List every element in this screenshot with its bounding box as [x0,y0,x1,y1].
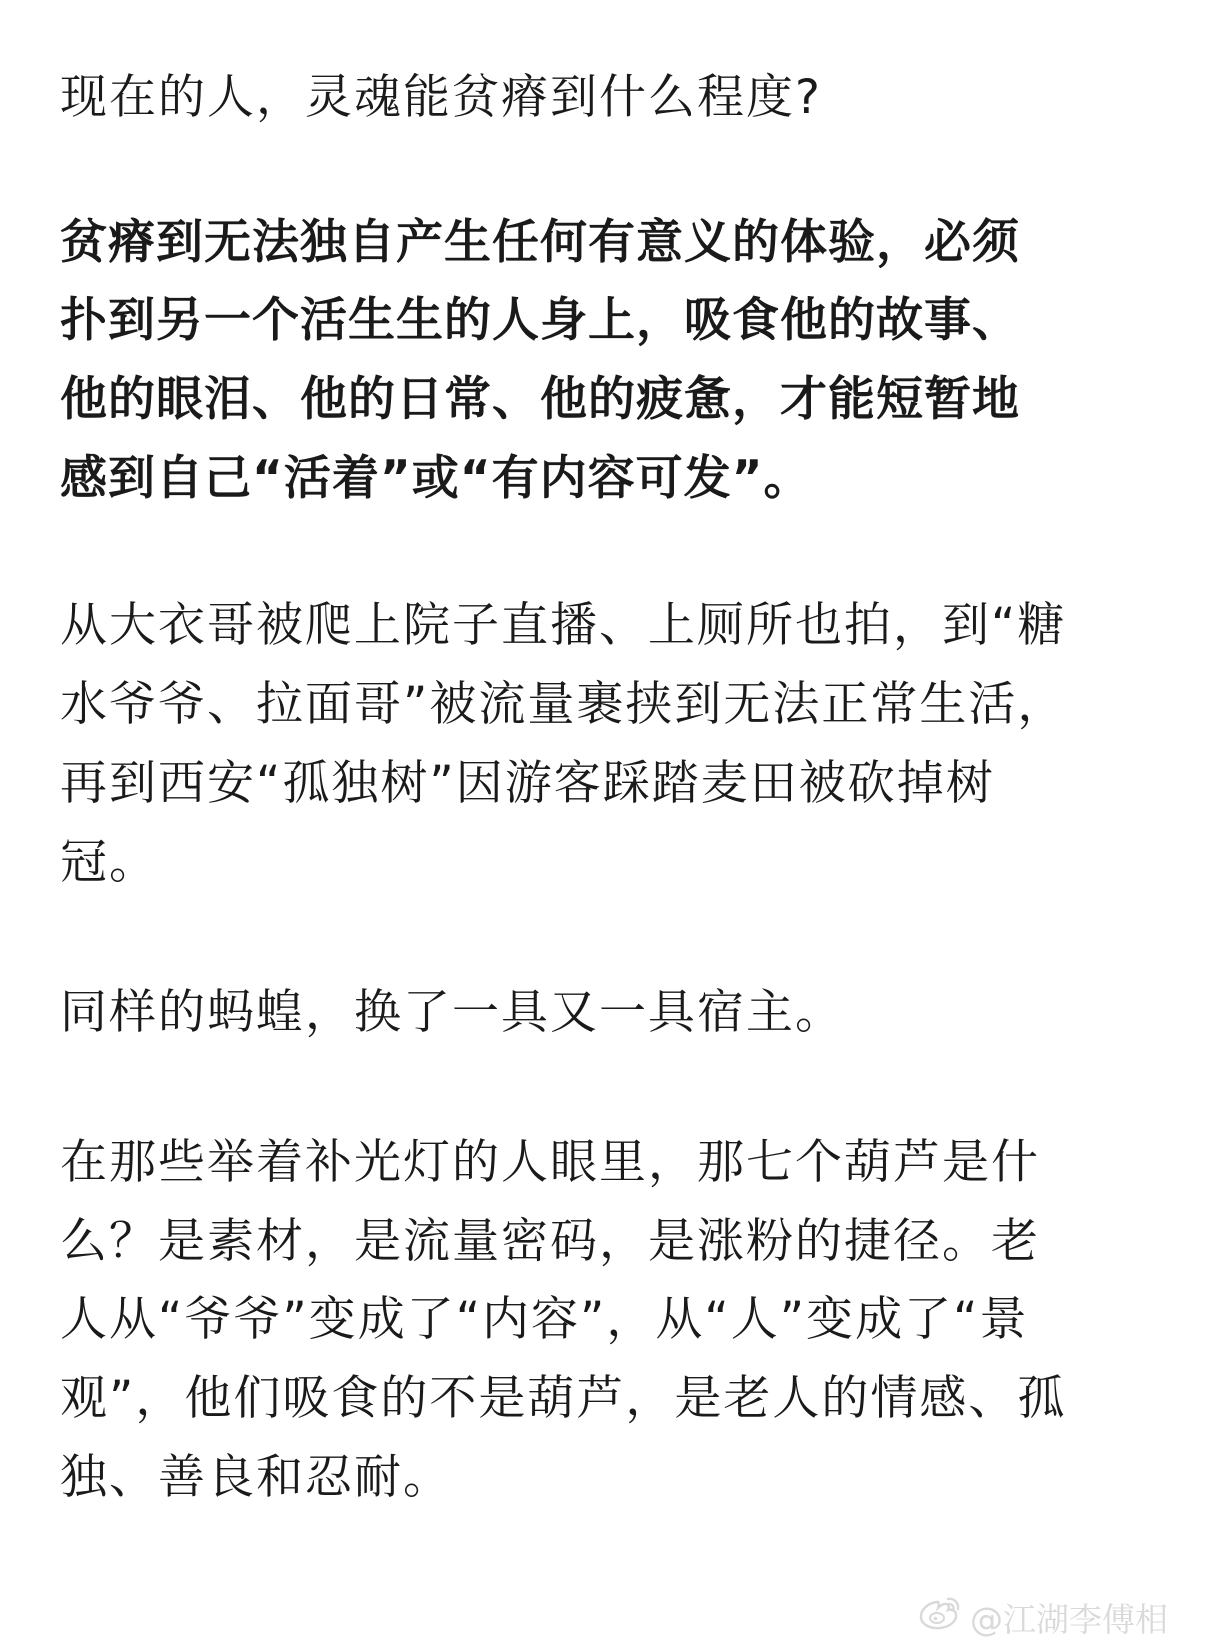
paragraph-4-line-1: 同样的蚂蝗，换了一具又一具宿主。 [60,985,844,1040]
paragraph-3-line-4: 冠。 [60,835,158,890]
paragraph-5-line-5: 独、善良和忍耐。 [60,1450,452,1505]
weibo-watermark [918,1597,1168,1637]
paragraph-2-line-3: 他的眼泪、他的日常、他的疲惫，才能短暂地 [60,372,1020,427]
paragraph-3-line-1: 从大衣哥被爬上院子直播、上厕所也拍，到“糖 [60,598,1067,653]
watermark-text: @江湖李傅相 [970,1599,1168,1639]
paragraph-3-line-2: 水爷爷、拉面哥”被流量裹挟到无法正常生活， [60,677,1067,732]
paragraph-2-line-1: 贫瘠到无法独自产生任何有意义的体验，必须 [60,215,1020,270]
paragraph-3-line-3: 再到西安“孤独树”因游客踩踏麦田被砍掉树 [60,756,995,811]
paragraph-2-line-4: 感到自己“活着”或“有内容可发”。 [60,451,812,506]
paragraph-5-line-3: 人从“爷爷”变成了“内容”，从“人”变成了“景 [60,1292,1029,1347]
weibo-icon [918,1594,964,1640]
paragraph-2-line-2: 扑到另一个活生生的人身上，吸食他的故事、 [60,293,1020,348]
paragraph-5-line-4: 观”，他们吸食的不是葫芦，是老人的情感、孤 [60,1371,1067,1426]
paragraph-5-line-1: 在那些举着补光灯的人眼里，那七个葫芦是什 [60,1135,1040,1190]
paragraph-1-line-1: 现在的人，灵魂能贫瘠到什么程度? [60,70,822,125]
paragraph-5-line-2: 么？是素材，是流量密码，是涨粉的捷径。老 [60,1214,1040,1269]
